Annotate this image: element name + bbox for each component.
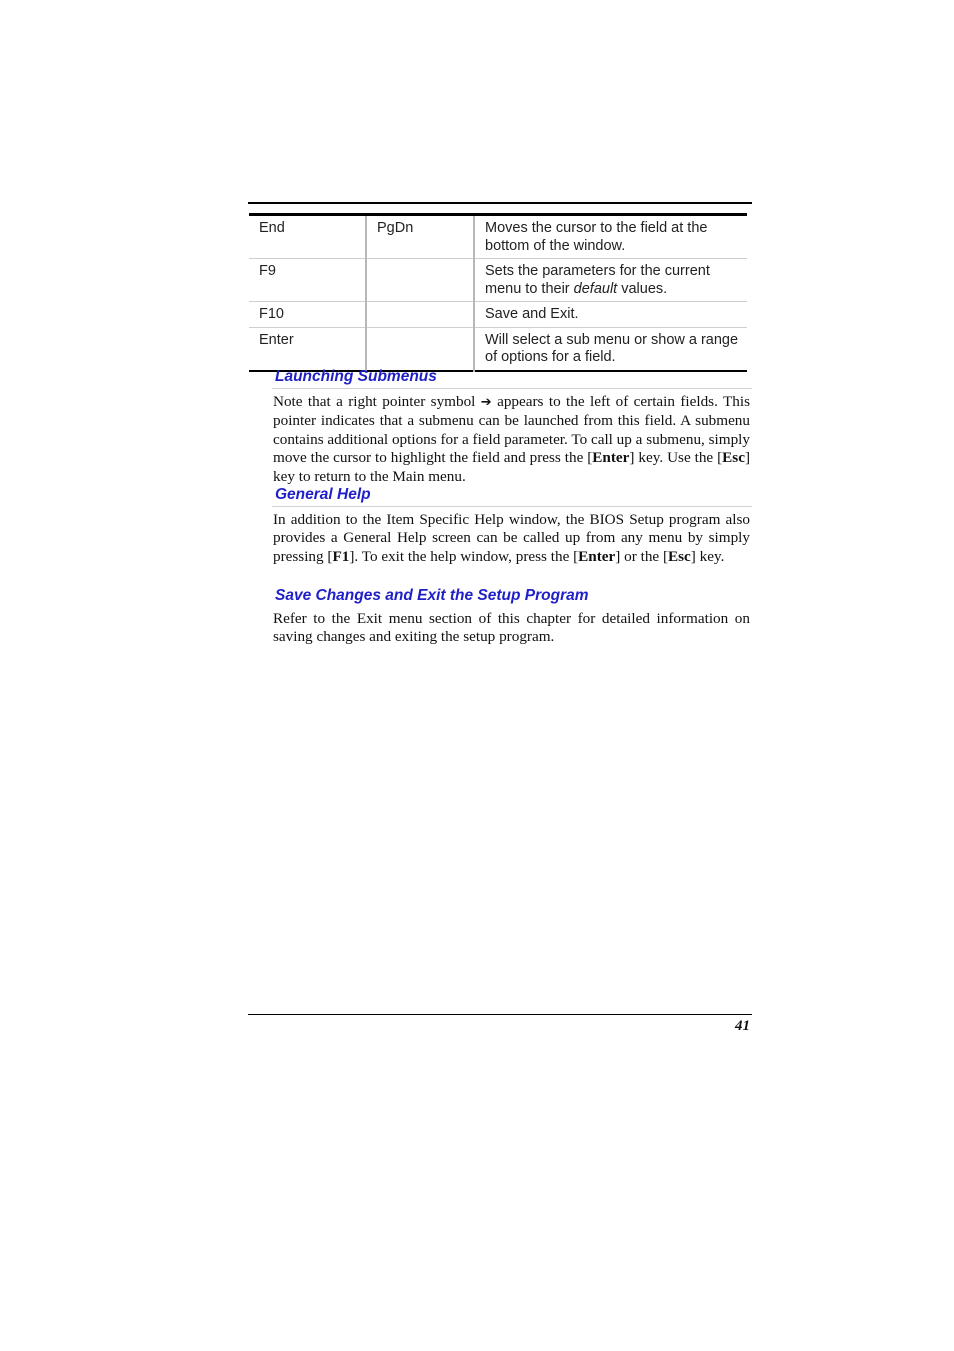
text: appears to the left of certain fields. This pointer indicates that a submenu can be launched from this field. A submenu contains additional options for a field parameter. To call up a submenu, simply move the cursor to highlight the field and press the [	[273, 393, 751, 467]
heading-rule	[272, 388, 752, 389]
key-cell: End	[249, 215, 366, 259]
key-cell: F10	[249, 302, 366, 328]
key-enter: Enter	[578, 547, 616, 565]
heading-launching-submenus: Launching Submenus	[275, 368, 437, 385]
key-enter: Enter	[592, 449, 630, 467]
table-row	[249, 259, 747, 302]
description-cell	[474, 215, 747, 259]
text: Note that a right pointer symbol	[273, 393, 481, 410]
table-row	[249, 215, 747, 259]
description-cell	[474, 327, 747, 371]
key-esc: Esc	[668, 547, 691, 565]
key-table	[249, 213, 747, 372]
description-cell	[474, 302, 747, 328]
paragraph-general-help	[273, 511, 750, 566]
header-rule	[248, 202, 752, 204]
description-emphasis: default	[573, 280, 618, 297]
key-f1: F1	[332, 547, 350, 565]
table-row	[249, 302, 747, 328]
heading-save-changes: Save Changes and Exit the Setup Program	[275, 587, 589, 604]
footer-rule	[248, 1014, 752, 1015]
alt-key-cell	[366, 259, 474, 302]
table-row	[249, 327, 747, 371]
description-cell	[474, 259, 747, 302]
description-text: Moves the cursor to the field at the bottom of the window.	[485, 220, 708, 254]
text: ] key.	[690, 547, 725, 565]
heading-rule	[272, 506, 752, 507]
right-pointer-icon: ➔	[480, 395, 492, 410]
page-number: 41	[735, 1018, 750, 1034]
key-cell: F9	[249, 259, 366, 302]
alt-key-cell	[366, 302, 474, 328]
text: In addition to the Item Specific Help window, the BIOS Setup program also provides a General Help screen can be called up from any menu by simply pressing [	[273, 511, 750, 565]
description-text: Sets the parameters for the current menu to their	[485, 263, 710, 297]
key-cell: Enter	[249, 327, 366, 371]
heading-general-help: General Help	[275, 486, 371, 503]
text: ] or the [	[615, 547, 669, 565]
paragraph-save-changes: Refer to the Exit menu section of this chapter for detailed information on saving changes and exiting the setup program.	[273, 610, 750, 646]
text: ] key to return to the Main menu.	[273, 449, 750, 485]
description-text: Will select a sub menu or show a range of options for a field.	[485, 331, 739, 365]
description-text-end: values.	[617, 280, 668, 297]
key-esc: Esc	[722, 449, 745, 467]
alt-key-cell	[366, 327, 474, 371]
paragraph-launching-submenus	[273, 393, 750, 486]
alt-key-cell: PgDn	[366, 215, 474, 259]
text: ] key. Use the [	[629, 449, 723, 467]
text: ]. To exit the help window, press the [	[349, 547, 579, 565]
description-text: Save and Exit.	[485, 306, 579, 322]
